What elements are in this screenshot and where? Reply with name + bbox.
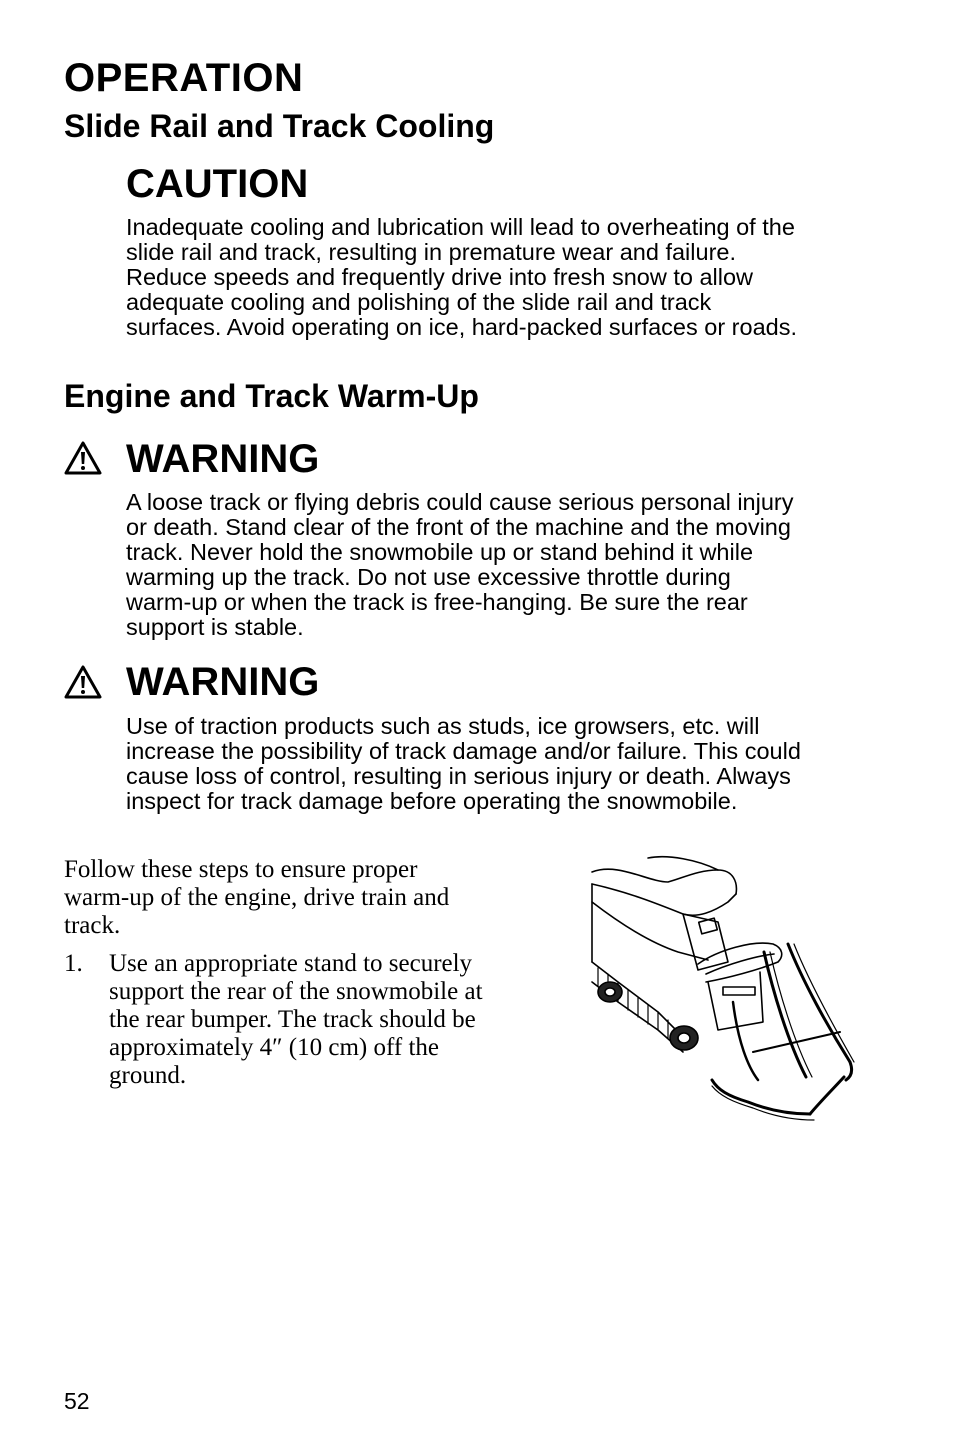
caution-line: Inadequate cooling and lubrication will lead to overheating of the — [126, 214, 795, 240]
step-line: the rear bumper. The track should be — [109, 1006, 476, 1033]
slide-rail-heading: Slide Rail and Track Cooling — [64, 108, 495, 144]
page-number: 52 — [64, 1388, 90, 1414]
warning-line: Use of traction products such as studs, ice growsers, etc. will — [126, 713, 760, 739]
caution-heading: CAUTION — [126, 162, 309, 206]
warning-line: support is stable. — [126, 614, 304, 640]
warning-line: track. Never hold the snowmobile up or stand behind it while — [126, 539, 754, 565]
caution-text — [126, 215, 866, 340]
warning-heading: WARNING — [126, 660, 320, 704]
warning-line: warming up the track. Do not use excessive throttle during — [126, 564, 731, 590]
section-title: OPERATION — [64, 56, 304, 100]
warning-line: or death. Stand clear of the front of the machine and the moving — [126, 514, 791, 540]
snowmobile-on-stand-illustration — [588, 852, 856, 1122]
step-item — [64, 950, 534, 1090]
warning-line: warm-up or when the track is free-hanging. Be sure the rear — [126, 589, 748, 615]
warning-text — [126, 490, 866, 640]
warning-line: inspect for track damage before operating the snowmobile. — [126, 788, 738, 814]
step-line: Use an appropriate stand to securely — [109, 950, 473, 977]
warning-line: A loose track or flying debris could cause serious personal injury — [126, 489, 794, 515]
step-text — [109, 950, 534, 1090]
caution-line: surfaces. Avoid operating on ice, hard-packed surfaces or roads. — [126, 314, 798, 340]
step-line: ground. — [109, 1062, 187, 1089]
intro-line: warm-up of the engine, drive train and — [64, 884, 450, 911]
warning-line: increase the possibility of track damage and/or failure. This could — [126, 738, 801, 764]
warning-heading: WARNING — [126, 437, 320, 481]
warning-line: cause loss of control, resulting in serious injury or death. Always — [126, 763, 791, 789]
intro-line: track. — [64, 912, 121, 939]
warning-triangle-icon — [64, 441, 102, 475]
caution-line: adequate cooling and polishing of the slide rail and track — [126, 289, 712, 315]
warning-text — [126, 714, 866, 814]
warmup-heading: Engine and Track Warm-Up — [64, 378, 479, 414]
intro-paragraph — [64, 856, 534, 940]
caution-line: slide rail and track, resulting in premature wear and failure. — [126, 239, 736, 265]
step-number: 1. — [64, 950, 83, 977]
warning-triangle-icon — [64, 665, 102, 699]
step-line: support the rear of the snowmobile at — [109, 978, 483, 1005]
caution-line: Reduce speeds and frequently drive into fresh snow to allow — [126, 264, 754, 290]
intro-line: Follow these steps to ensure proper — [64, 856, 418, 883]
step-line: approximately 4″ (10 cm) off the — [109, 1034, 439, 1061]
